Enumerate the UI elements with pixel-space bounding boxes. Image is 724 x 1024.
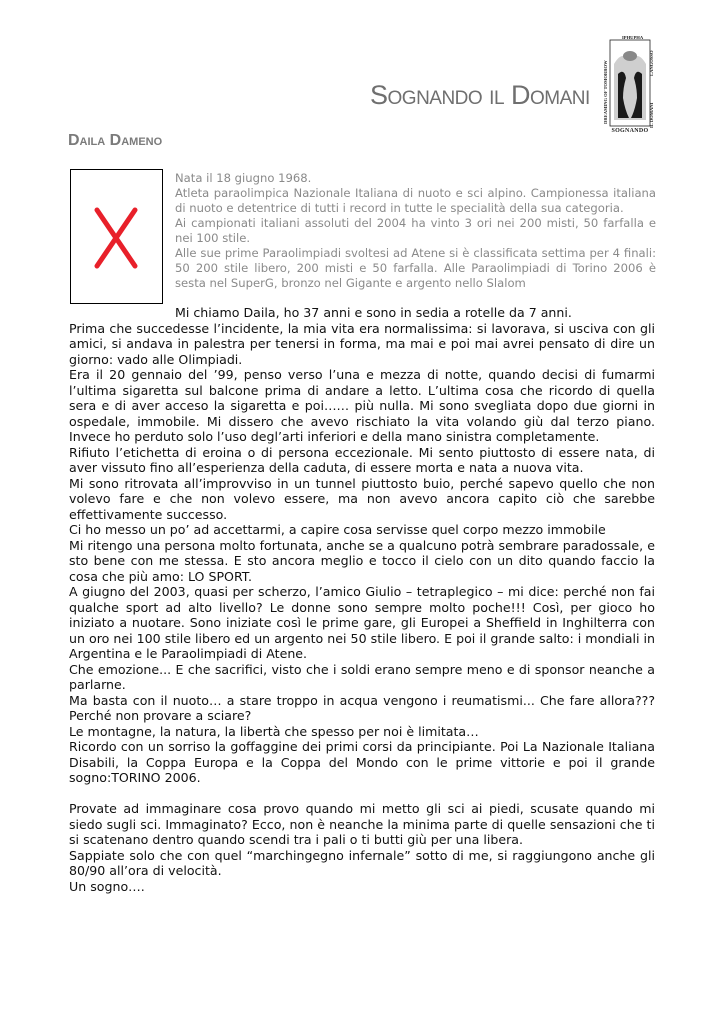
logo-right-text: LANGOSSO (649, 50, 654, 76)
story-paragraph: Ma basta con il nuoto… a stare troppo in acqua vengono i reumatismi... Che fare allora??? Perché non provare a sciare? (69, 692, 655, 723)
logo-left-text: DREAMING OF TOMORROW (603, 60, 608, 124)
story-paragraph: Ci ho messo un po’ ad accettarmi, a capire cosa servisse quel corpo mezzo immobile (69, 522, 606, 537)
logo-top-text: IPHUPHA (622, 35, 644, 40)
athlete-bio (175, 171, 656, 291)
logo-bottom-text: SOGNANDO (611, 128, 649, 134)
story-paragraph: Mi chiamo Daila, ho 37 anni e sono in sedia a rotelle da 7 anni. (175, 305, 572, 320)
story-text (69, 305, 655, 894)
story-paragraph: Era il 20 gennaio del ’99, penso verso l’una e mezza di notte, quando decisi di fumarmi l’ultima sigaretta sul balcone prima di andare a letto. L’ultima cosa che ricordo di quella sera e di aver acceso la sigaretta e poi…… più nulla. Mi sono svegliata dopo due giorni in ospedale, immobile. Mi dissero che avevo rischiato la vita volando giù dal terzo piano. Invece ho perduto solo l’uso degl’arti inferiori e della mano sinistra completamente. (69, 367, 655, 444)
story-paragraph: Provate ad immaginare cosa provo quando mi metto gli sci ai piedi, scusate quando mi siedo sugli sci. Immaginato? Ecco, non è neanche la minima parte di quelle sensazioni che ti si scatenano dentro quando scendi tra i pali o ti butti giù per una libera. (69, 801, 655, 847)
bio-birth: Nata il 18 giugno 1968. (175, 171, 312, 185)
logo-inner-text: IL DOMANI (649, 102, 654, 128)
story-paragraph: A giugno del 2003, quasi per scherzo, l’amico Giulio – tetraplegico – mi dice: perché non fai qualche sport ad alto livello? Le donne sono sempre molto poche!!! Così, per gioco ho iniziato a nuotare. Sono iniziate così le prime gare, gli Europei a Sheffield in Inghilterra con un oro nei 100 stile libero ed un argento nei 50 stile libero. E poi il grande salto: i mondiali in Argentina e le Paraolimpiadi di Atene. (69, 584, 655, 661)
story-paragraph: Sappiate solo che con quel “marchingegno infernale” sotto di me, si raggiungono anche gli 80/90 all’ora di velocità. (69, 847, 655, 878)
athlete-name: Daila Dameno (68, 132, 163, 149)
story-paragraph: Le montagne, la natura, la libertà che spesso per noi è limitata… (69, 723, 479, 739)
story-paragraph: Mi ritengo una persona molto fortunata, anche se a qualcuno potrà sembrare paradossale, e sto bene con me stessa. E sto ancora meglio e tocco il cielo con un dito quando faccio la cosa che più amo: LO SPORT. (69, 537, 655, 584)
story-paragraph: Prima che succedesse l’incidente, la mia vita era normalissima: si lavorava, si usciva con gli amici, si andava in palestra per tenersi in forma, ma mai e poi mai avrei pensato di dire un giorno: vado alle Olimpiadi. (69, 320, 655, 367)
missing-image-icon (71, 170, 162, 303)
bio-national-championships: Ai campionati italiani assoluti del 2004 ha vinto 3 ori nei 200 misti, 50 farfalla e nei 100 stile. (175, 216, 656, 245)
story-paragraph: Rifiuto l’etichetta di eroina o di persona eccezionale. Mi sento piuttosto di essere nata, di aver vissuto fino all’esperienza della caduta, di essere morta e nata a nuova vita. (69, 444, 655, 475)
sognando-logo (598, 34, 662, 138)
bio-paralympics: Alle sue prime Paraolimpiadi svoltesi ad Atene si è classificata settima per 4 finali: 50 200 stile libero, 200 misti e 50 farfalla. Alle Paraolimpiadi di Torino 2006 è sesta nel SuperG, bronzo nel Gigante e argento nello Slalom (175, 246, 656, 290)
bio-career: Atleta paraolimpica Nazionale Italiana di nuoto e sci alpino. Campionessa italiana di nuoto e detentrice di tutti i record in tutte le specialità della sua categoria. (175, 186, 656, 215)
document-title: Sognando il Domani (370, 80, 590, 110)
story-paragraph: Mi sono ritrovata all’improvviso in un tunnel piuttosto buio, perché sapevo quello che non volevo fare e che non volevo essere, ma non avevo ancora capito ciò che sarebbe effettivamente successo. (69, 475, 655, 522)
story-paragraph: Che emozione... E che sacrifici, visto che i soldi erano sempre meno e di sponsor neanche a parlarne. (69, 661, 655, 692)
story-paragraph: Ricordo con un sorriso la goffaggine dei primi corsi da principiante. Poi La Nazionale Italiana Disabili, la Coppa Europa e la Coppa del Mondo con le prime vittorie e poi il grande sogno:TORINO 2006. (69, 739, 655, 785)
photo-placeholder (70, 169, 163, 304)
story-paragraph: Un sogno…. (69, 878, 145, 894)
logo-graphic (598, 34, 662, 130)
